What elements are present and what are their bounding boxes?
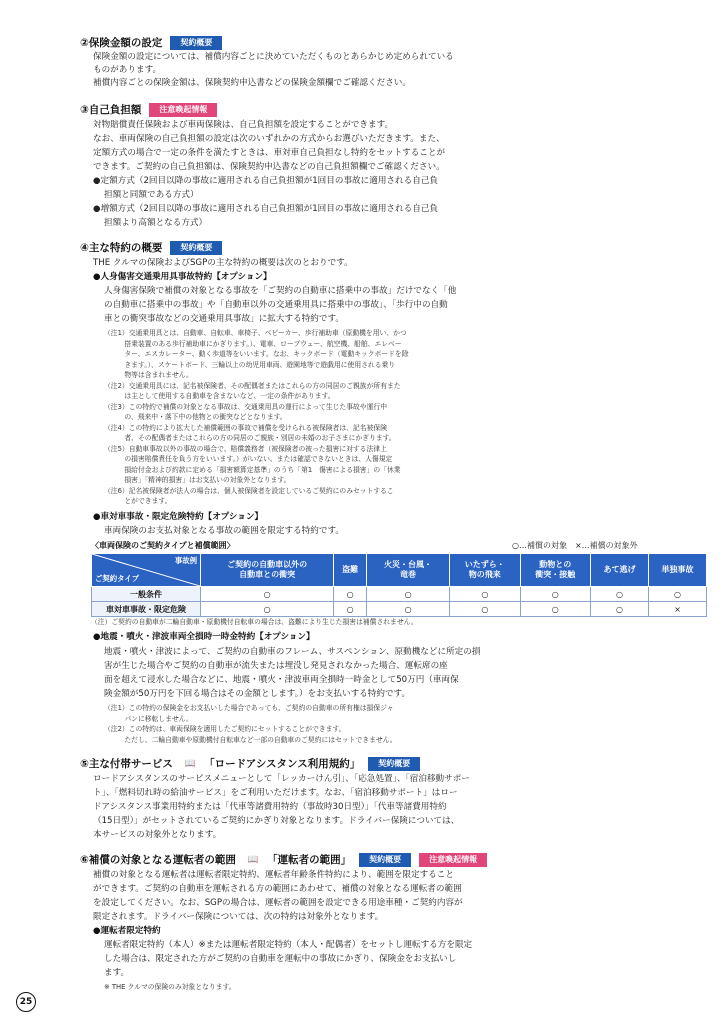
note-line: の、飛来中・落下中の他物との衝突などとなります。: [104, 413, 287, 421]
section-5-line: ドアシスタンス事業用特約または「代車等諸費用特約（事故時30日型）」「代車等諸費用特約: [93, 802, 447, 812]
special-1-line: の自動車に搭乗中の事故」や「自動車以外の交通乗用具に搭乗中の事故」、「歩行中の自動: [104, 300, 448, 310]
note-line: 搭乗装置のある歩行補助車にかぎります。）、電車、ロープウェー、航空機、船舶、エレベー: [104, 339, 402, 348]
section-6-line: 補償の対象となる運転者は運転者限定特約、運転者年齢条件特約により、範囲を限定すること: [93, 870, 454, 880]
table-cell: ○: [201, 602, 334, 617]
special-2-line: 車両保険のお支払対象となる事故の範囲を限定する特約です。: [104, 526, 344, 536]
table-cell: ○: [201, 587, 334, 602]
note-line: ター、エスカレーター、動く歩道等をいいます。なお、キックボード（電動キックボードを除: [104, 350, 409, 358]
driver-limit-line: ます。: [104, 968, 130, 978]
section-5-line: ト」、「燃料切れ時の給油サービス」をご利用いただけます。なお、「宿泊移動サポート」はロー: [93, 788, 458, 798]
contract-type-label: ご契約タイプ: [95, 574, 139, 583]
section-2-title: ②保険金額の設定: [80, 37, 163, 49]
book-icon: 📖: [184, 758, 197, 769]
table-cell: ○: [591, 587, 649, 602]
note-line: 物等は含まれません。: [104, 371, 193, 379]
section-2-line: 補償内容ごとの保険金額は、保険契約申込書などの保険金額欄でご確認ください。: [93, 78, 411, 88]
fixed-method-bullet-cont: 担額と同額である方式）: [104, 190, 199, 200]
table-cell: ○: [591, 602, 649, 617]
accident-example-label: 事故例: [174, 556, 197, 565]
table-header-cell: 動物との 衝突・接触: [520, 554, 590, 587]
note-line: 損害」「精神的損害」はお支払いの対象外となります。: [104, 476, 291, 484]
table-header-cell: ご契約の自動車以外の 自動車との衝突: [201, 554, 334, 587]
page-number: 25: [16, 992, 36, 1012]
table-header-cell: 単独事故: [648, 554, 706, 587]
table-header-cell: 火災・台風・ 竜巻: [367, 554, 450, 587]
contract-summary-badge: 契約概要: [170, 241, 222, 255]
driver-limit-title: ●運転者限定特約: [93, 926, 161, 936]
note-line: 損給付金および約款に定める「損害額算定基準」のうち「第1 傷害による損害」の「休業: [104, 465, 401, 474]
caution-info-badge: 注意喚起情報: [149, 103, 217, 117]
fixed-method-bullet: ●定額方式（2回目以降の事故に適用される自己負担額が1回目の事故に適用される自己負: [93, 176, 438, 186]
caution-info-badge: 注意喚起情報: [419, 853, 487, 867]
table-cell: ○: [648, 587, 706, 602]
note-line: （注4）この特約により拡大した補償範囲の事故で補償を受けられる被保険者は、記名被保険: [104, 423, 387, 432]
driver-limit-line: した場合は、限定された方がご契約の自動車を運転中の事故にかぎり、保険金をお支払いし: [104, 954, 457, 964]
note-line: （注1）この特約の保険金をお支払いした場合であっても、ご契約の自動車の所有権は損保ジャ: [104, 704, 394, 712]
table-cell: ○: [450, 587, 520, 602]
section-5-heading: [80, 756, 420, 771]
note-line: （注6）記名被保険者が法人の場合は、個人被保険者を設定しているご契約にのみセットするこ: [104, 486, 394, 495]
section-3-line: 対物賠償責任保険および車両保険は、自己負担額を設定することができます。: [93, 120, 394, 130]
section-2-line: ものがあります。: [93, 65, 162, 75]
section-5-title: ⑤主な付帯サービス: [80, 758, 173, 770]
table-cell: ○: [334, 602, 367, 617]
section-3-line: なお、車両保険の自己負担額の設定は次のいずれかの方式からお選びいただきます。また、: [93, 134, 445, 144]
table-corner-cell: [92, 554, 201, 587]
table-cell: ○: [520, 587, 590, 602]
contract-summary-badge: 契約概要: [170, 36, 222, 50]
section-6-heading: [80, 852, 487, 867]
table-cell: ○: [520, 602, 590, 617]
table-cell: ○: [367, 602, 450, 617]
coverage-table: [91, 553, 707, 617]
section-6-line: を設定してください。なお、SGPの場合は、運転者の範囲を設定できる用途車種・ご契約内容が: [93, 898, 463, 908]
section-5-line: 本サービスの対象外となります。: [93, 830, 222, 840]
contract-summary-badge: 契約概要: [368, 757, 420, 771]
special-1-line: 車との衝突事故などの交通乗用具事故」に拡大する特約です。: [104, 314, 344, 324]
section-5-line: ロードアシスタンスのサービスメニューとして「レッカーけん引」、「応急処置」、「宿泊移動サポー: [93, 774, 470, 784]
contract-summary-badge: 契約概要: [359, 853, 411, 867]
book-icon: 📖: [247, 854, 260, 865]
special-3-line: 地震・噴火・津波によって、ご契約の自動車のフレーム、サスペンション、原動機などに所定の損: [104, 647, 481, 657]
row-label: 一般条件: [92, 587, 201, 602]
table-caption: 〈車両保険のご契約タイプと補償範囲〉: [91, 541, 235, 550]
table-header-cell: いたずら・ 物の飛来: [450, 554, 520, 587]
note-line: の損害賠償責任を負う方をいいます。）がいない、または確認できないときは、人傷規定: [104, 455, 393, 463]
note-line: （注2）この特約は、車両保険を適用したご契約にセットすることができます。: [104, 725, 346, 733]
note-line: 者、その配偶者またはこれらの方の同居のご親族・別居の未婚のお子さまにかぎります。: [104, 434, 396, 442]
table-row: [92, 602, 707, 617]
section-6-title: ⑥補償の対象となる運転者の範囲: [80, 854, 236, 866]
note-line: とができます。: [104, 497, 172, 505]
table-cell: ○: [450, 602, 520, 617]
note-line: （注5）自動車事故以外の事故の場合で、賠償義務者（被保険者の被った損害に対する法律上: [104, 444, 387, 453]
row-label: 車対車事故・限定危険: [92, 602, 201, 617]
note-line: （注2）交通乗用具には、記名被保険者、その配偶者またはこれらの方の同居のご親族が所有また: [104, 381, 401, 390]
table-legend: ○…補償の対象 ×…補償の対象外: [512, 541, 638, 550]
section-4-title: ④主な特約の概要: [80, 242, 163, 254]
special-3-line: 害が生じた場合やご契約の自動車が流失または埋没し発見されなかった場合、運転席の座: [104, 661, 448, 671]
special-3-title: ●地震・噴火・津波車両全損時一時金特約【オプション】: [93, 632, 315, 642]
section-4-intro: THE クルマの保険およびSGPの主な特約の概要は次のとおりです。: [93, 258, 353, 268]
note-line: きます。）、スケートボード、三輪以上の幼児用車両、遊園地等で遊戯用に使用される乗り: [104, 360, 396, 369]
note-line: （注1）交通乗用具とは、自動車、自転車、車椅子、ベビーカー、歩行補助車（原動機を用い、かつ: [104, 329, 407, 337]
section-6-line: 限定されます。ドライバー保険については、次の特約は対象外となります。: [93, 912, 384, 922]
special-2-title: ●車対車事故・限定危険特約【オプション】: [93, 512, 264, 522]
section-3-title: ③自己負担額: [80, 104, 142, 116]
table-header-cell: 盗難: [334, 554, 367, 587]
section-6-line: ができます。ご契約の自動車を運転される方の範囲にあわせて、補償の対象となる運転者の範囲: [93, 884, 462, 894]
section-4-heading: [80, 240, 222, 255]
note-line: ただし、二輪自動車や原動機付自転車など一部の自動車のご契約にはセットできません。: [104, 735, 397, 744]
table-cell: ×: [648, 602, 706, 617]
section-3-line: できます。ご契約の自己負担額は、保険契約申込書などの自己負担額欄でご確認ください。: [93, 162, 445, 172]
section-2-line: 保険金額の設定については、補償内容ごとに決めていただくものとあらかじめ定められている: [93, 52, 454, 62]
note-line: は主として使用する自動車を含まないなど、一定の条件があります。: [104, 392, 335, 400]
table-note: （注）ご契約の自動車が二輪自動車・原動機付自転車の場合は、盗難により生じた損害は補償されません。: [91, 618, 418, 626]
table-header-row: [92, 554, 707, 587]
note-line: （注3）この特約で補償の対象となる事故は、交通乗用具の運行によって生じた事故や運行中: [104, 402, 387, 411]
increase-method-bullet-cont: 担額より高額となる方式）: [104, 218, 208, 228]
driver-limit-line: 運転者限定特約（本人）※または運転者限定特約（本人・配偶者）をセットし運転する方を限定: [104, 940, 473, 950]
increase-method-bullet: ●増額方式（2回目以降の事故に適用される自己負担額が1回目の事故に適用される自己負: [93, 204, 438, 214]
table-header-cell: あて逃げ: [591, 554, 649, 587]
driver-limit-note: ※ THE クルマの保険のみ対象となります。: [104, 983, 236, 991]
table-cell: ○: [334, 587, 367, 602]
section-5-ref: 「ロードアシスタンス利用規約」: [204, 758, 361, 770]
special-1-title: ●人身傷害交通乗用具事故特約【オプション】: [93, 272, 272, 282]
section-3-heading: [80, 102, 217, 117]
table-cell: ○: [367, 587, 450, 602]
section-3-line: 定額方式の場合で一定の条件を満たすときは、車対車自己負担なし特約をセットすることが: [93, 148, 446, 158]
section-2-heading: [80, 35, 222, 50]
section-6-ref: 「運転者の範囲」: [267, 854, 352, 866]
special-3-line: 面を超えて浸水した場合などに、地震・噴火・津波車両全損時一時金として50万円（車両保: [104, 675, 459, 685]
special-3-line: 険金額が50万円を下回る場合はその金額とします。）をお支払いする特約です。: [104, 689, 411, 699]
note-line: パンに移転しません。: [104, 714, 193, 723]
section-5-line: （15日型）」がセットされているご契約にかぎり対象となります。ドライバー保険については、: [93, 816, 460, 826]
table-row: [92, 587, 707, 602]
special-1-line: 人身傷害保険で補償の対象となる事故を「ご契約の自動車に搭乗中の事故」だけでなく「他: [104, 286, 457, 296]
